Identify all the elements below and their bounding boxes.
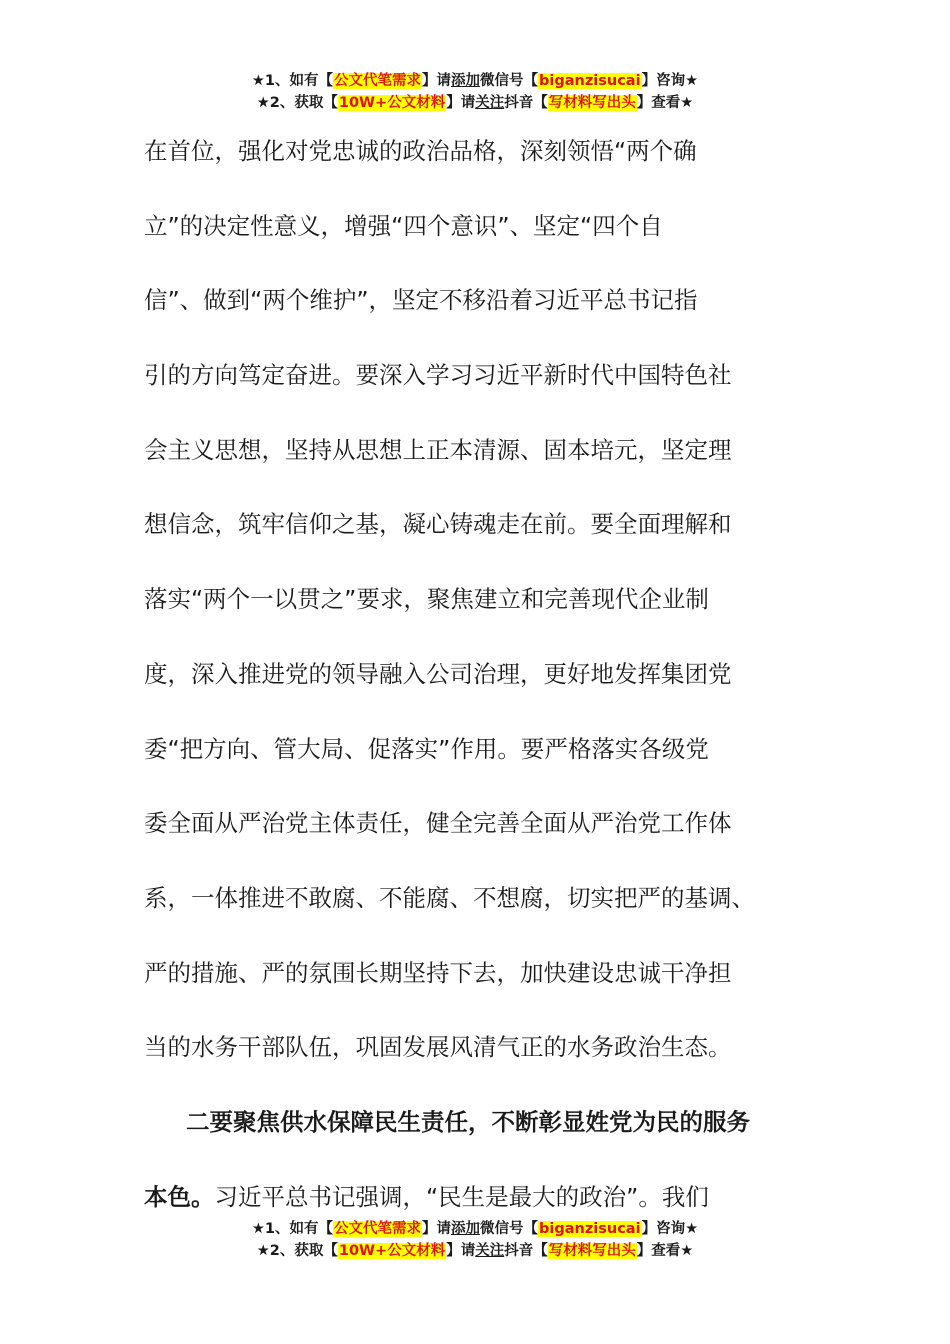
paragraph-line: 度，深入推进党的领导融入公司治理，更好地发挥集团党 (144, 659, 732, 688)
banner-text: 抖音【 (504, 95, 548, 111)
document-body (144, 114, 816, 1234)
banner-text: ★1、如有【 (251, 73, 334, 89)
banner-text: 】请 (446, 95, 476, 111)
paragraph-line: 想信念，筑牢信仰之基，凝心铸魂走在前。要全面理解和 (144, 510, 732, 539)
highlight-text: 10W+公文材料 (338, 1243, 446, 1259)
footer-banner (0, 1218, 950, 1262)
banner-text: 】咨询★ (641, 73, 699, 89)
banner-text: 】请 (422, 73, 452, 89)
paragraph-line: 严的措施、严的氛围长期坚持下去，加快建设忠诚干净担 (144, 958, 732, 987)
paragraph-line: 落实“两个一以贯之”要求，聚焦建立和完善现代企业制 (144, 585, 709, 614)
banner-text: 微信号【 (480, 73, 539, 89)
banner-text: 微信号【 (480, 1221, 539, 1237)
banner-line-1 (0, 70, 950, 92)
paragraph-line: 立”的决定性意义，增强“四个意识”、坚定“四个自 (144, 211, 663, 240)
underlined-text: 添加 (451, 1221, 481, 1237)
banner-text: ★2、获取【 (256, 1243, 338, 1259)
banner-line-1 (0, 1218, 950, 1240)
banner-text: 】请 (422, 1221, 452, 1237)
paragraph-line: 当的水务干部队伍，巩固发展风清气正的水务政治生态。 (144, 1033, 732, 1062)
paragraph-line: 信”、做到“两个维护”，坚定不移沿着习近平总书记指 (144, 286, 698, 315)
highlight-text: 公文代笔需求 (334, 1221, 422, 1237)
underlined-text: 添加 (451, 73, 481, 89)
banner-text: 抖音【 (504, 1243, 548, 1259)
banner-text: ★2、获取【 (256, 95, 338, 111)
paragraph-line: 委“把方向、管大局、促落实”作用。要严格落实各级党 (144, 734, 709, 763)
paragraph-line: 委全面从严治党主体责任，健全完善全面从严治党工作体 (144, 809, 732, 838)
banner-text: ★1、如有【 (251, 1221, 334, 1237)
paragraph-line: 会主义思想，坚持从思想上正本清源、固本培元，坚定理 (144, 435, 732, 464)
banner-text: 】查看★ (636, 95, 694, 111)
section-heading: 二要聚焦供水保障民生责任，不断彰显姓党为民的服务 (186, 1107, 750, 1136)
wechat-id: biganzisucai (539, 73, 641, 89)
highlight-text: 10W+公文材料 (338, 95, 446, 111)
header-banner (0, 70, 950, 114)
banner-line-2 (0, 1240, 950, 1262)
banner-text: 】咨询★ (641, 1221, 699, 1237)
underlined-text: 关注 (475, 95, 505, 111)
paragraph-text: 习近平总书记强调，“民生是最大的政治”。我们 (214, 1182, 709, 1211)
paragraph-line: 在首位，强化对党忠诚的政治品格，深刻领悟“两个确 (144, 137, 697, 165)
underlined-text: 关注 (475, 1243, 505, 1259)
douyin-account: 写材料写出头 (548, 95, 636, 111)
section-heading-end: 本色。 (144, 1182, 215, 1211)
paragraph-line: 引的方向笃定奋进。要深入学习习近平新时代中国特色社 (144, 361, 732, 390)
banner-line-2 (0, 92, 950, 114)
banner-text: 】请 (446, 1243, 476, 1259)
banner-text: 】查看★ (636, 1243, 694, 1259)
wechat-id: biganzisucai (539, 1221, 641, 1237)
highlight-text: 公文代笔需求 (334, 73, 422, 89)
douyin-account: 写材料写出头 (548, 1243, 636, 1259)
paragraph-line: 系，一体推进不敢腐、不能腐、不想腐，切实把严的基调、 (144, 883, 755, 912)
